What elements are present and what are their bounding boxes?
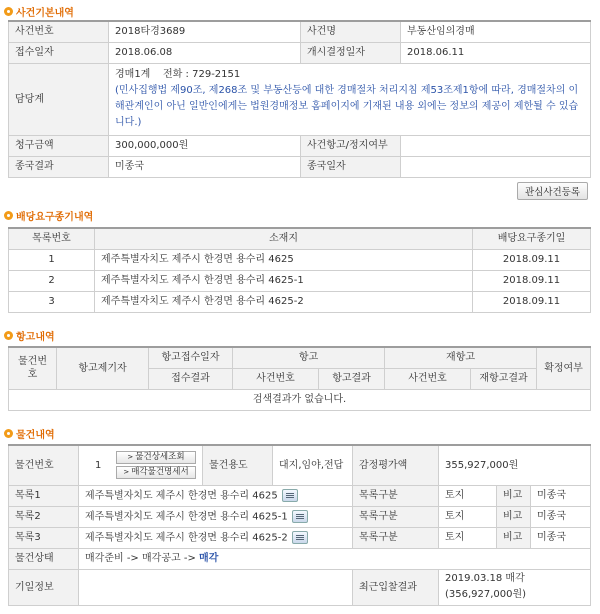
value-list-type: 토지 <box>439 506 497 527</box>
dividend-table <box>8 227 591 313</box>
section-title-dividend <box>4 208 93 222</box>
header-appeal-result: 항고결과 <box>319 368 385 389</box>
value-appraisal: 355,927,000원 <box>439 445 591 485</box>
label-final-date: 종국일자 <box>301 156 401 177</box>
empty-result-message: 검색결과가 없습니다. <box>9 389 591 410</box>
header-reappeal: 재항고 <box>385 347 537 368</box>
section-title-text: 물건내역 <box>16 429 55 441</box>
cell-deadline: 2018.09.11 <box>473 270 591 291</box>
label-date-info: 기일정보 <box>9 569 79 605</box>
status-step-notice: 매각공고 <box>142 553 181 564</box>
document-icon[interactable] <box>282 489 298 502</box>
cell-address: 제주특별자치도 제주시 한경면 용수리 4625-2 <box>95 291 473 312</box>
bullet-icon <box>4 429 13 438</box>
label-note: 비고 <box>497 527 531 548</box>
document-icon[interactable] <box>292 510 308 523</box>
section-title-item <box>4 426 55 440</box>
section-title-appeal <box>4 328 55 342</box>
manager-note: (민사집행법 제90조, 제268조 및 부동산등에 대한 경매절차 처리지침 제53조제1항에 따라, 경매절차의 이해관계인이 아닌 일반인에게는 법원경매정보 홈페이지에 기재된 내용 외에는 정보의 제공이 제한될 수 있습니다.) <box>115 85 579 128</box>
item-detail-button[interactable] <box>116 451 196 464</box>
section-title-text: 배당요구종기내역 <box>16 211 94 223</box>
label-manager: 담당계 <box>9 63 109 135</box>
item-detail-button-label: 물건상세조회 <box>135 452 185 463</box>
label-case-no: 사건번호 <box>9 21 109 42</box>
value-list-type: 토지 <box>439 485 497 506</box>
value-last-bid: 2019.03.18 매각(356,927,000원) <box>439 569 591 605</box>
status-step-prepare: 매각준비 <box>85 553 124 564</box>
label-list-type: 목록구분 <box>353 527 439 548</box>
item-table <box>8 444 591 606</box>
header-deadline: 배당요구종기일 <box>473 228 591 249</box>
label-case-name: 사건명 <box>301 21 401 42</box>
cell-deadline: 2018.09.11 <box>473 249 591 270</box>
list-item <box>9 527 591 548</box>
header-list-no: 목록번호 <box>9 228 95 249</box>
section-title-case-info <box>4 4 74 18</box>
list-address-cell <box>79 506 353 527</box>
value-appeal-status <box>401 135 591 156</box>
label-start-decision: 개시결정일자 <box>301 42 401 63</box>
value-note: 미종국 <box>531 527 591 548</box>
header-item-no: 물건번호 <box>9 347 57 389</box>
arrow-right-icon: > <box>123 468 130 477</box>
list-item <box>9 485 591 506</box>
label-note: 비고 <box>497 506 531 527</box>
table-row <box>9 270 591 291</box>
bullet-icon <box>4 7 13 16</box>
list-address-cell <box>79 527 353 548</box>
cell-address: 제주특별자치도 제주시 한경면 용수리 4625 <box>95 249 473 270</box>
list-item <box>9 506 591 527</box>
value-date-info <box>79 569 353 605</box>
bullet-icon <box>4 331 13 340</box>
label-appeal-status: 사건항고/정지여부 <box>301 135 401 156</box>
label-list-type: 목록구분 <box>353 485 439 506</box>
label-last-bid: 최근입찰결과 <box>353 569 439 605</box>
label-list: 목록2 <box>9 506 79 527</box>
list-address: 제주특별자치도 제주시 한경면 용수리 4625 <box>85 490 278 502</box>
value-usage: 대지,임야,전답 <box>273 445 353 485</box>
label-list: 목록3 <box>9 527 79 548</box>
value-note: 미종국 <box>531 506 591 527</box>
cell-list-no: 1 <box>9 249 95 270</box>
item-no-cell <box>79 445 203 485</box>
value-case-name: 부동산임의경매 <box>401 21 591 42</box>
document-icon[interactable] <box>292 531 308 544</box>
appeal-table <box>8 346 591 411</box>
label-final-result: 종국결과 <box>9 156 109 177</box>
value-item-no: 1 <box>95 459 102 471</box>
label-list-type: 목록구분 <box>353 506 439 527</box>
cell-deadline: 2018.09.11 <box>473 291 591 312</box>
label-receipt-date: 접수일자 <box>9 42 109 63</box>
value-claim: 300,000,000원 <box>109 135 301 156</box>
value-case-no: 2018타경3689 <box>109 21 301 42</box>
header-receipt-result: 접수결과 <box>149 368 233 389</box>
arrow-right-icon: > <box>127 453 134 462</box>
label-usage: 물건용도 <box>203 445 273 485</box>
label-status: 물건상태 <box>9 548 79 569</box>
case-info-table <box>8 20 591 178</box>
cell-address: 제주특별자치도 제주시 한경면 용수리 4625-1 <box>95 270 473 291</box>
value-list-type: 토지 <box>439 527 497 548</box>
section-title-text: 사건기본내역 <box>16 7 74 19</box>
header-address: 소재지 <box>95 228 473 249</box>
label-note: 비고 <box>497 485 531 506</box>
arrow-icon: -> <box>183 553 196 564</box>
sale-spec-button[interactable] <box>116 466 196 479</box>
label-list: 목록1 <box>9 485 79 506</box>
table-row <box>9 291 591 312</box>
cell-list-no: 2 <box>9 270 95 291</box>
sale-spec-button-label: 매각물건명세서 <box>131 467 189 478</box>
value-receipt-date: 2018.06.08 <box>109 42 301 63</box>
value-final-result: 미종국 <box>109 156 301 177</box>
cell-list-no: 3 <box>9 291 95 312</box>
section-title-text: 항고내역 <box>16 331 55 343</box>
add-favorite-case-button[interactable]: 관심사건등록 <box>517 182 588 200</box>
header-confirm: 확정여부 <box>537 347 591 389</box>
value-start-decision: 2018.06.11 <box>401 42 591 63</box>
header-reappeal-case-no: 사건번호 <box>385 368 471 389</box>
header-appellant: 항고제기자 <box>57 347 149 389</box>
label-item-no: 물건번호 <box>9 445 79 485</box>
header-receipt-date: 항고접수일자 <box>149 347 233 368</box>
value-status <box>79 548 591 569</box>
header-reappeal-result: 재항고결과 <box>471 368 537 389</box>
header-appeal: 항고 <box>233 347 385 368</box>
list-address: 제주특별자치도 제주시 한경면 용수리 4625-1 <box>85 511 288 523</box>
value-manager <box>109 63 591 135</box>
status-step-sale: 매각 <box>199 553 219 564</box>
label-claim: 청구금액 <box>9 135 109 156</box>
manager-phone: 경매1계 전화 : 729-2151 <box>115 69 241 80</box>
value-final-date <box>401 156 591 177</box>
list-address: 제주특별자치도 제주시 한경면 용수리 4625-2 <box>85 532 288 544</box>
arrow-icon: -> <box>126 553 139 564</box>
header-appeal-case-no: 사건번호 <box>233 368 319 389</box>
list-address-cell <box>79 485 353 506</box>
table-row <box>9 249 591 270</box>
bullet-icon <box>4 211 13 220</box>
label-appraisal: 감정평가액 <box>353 445 439 485</box>
value-note: 미종국 <box>531 485 591 506</box>
